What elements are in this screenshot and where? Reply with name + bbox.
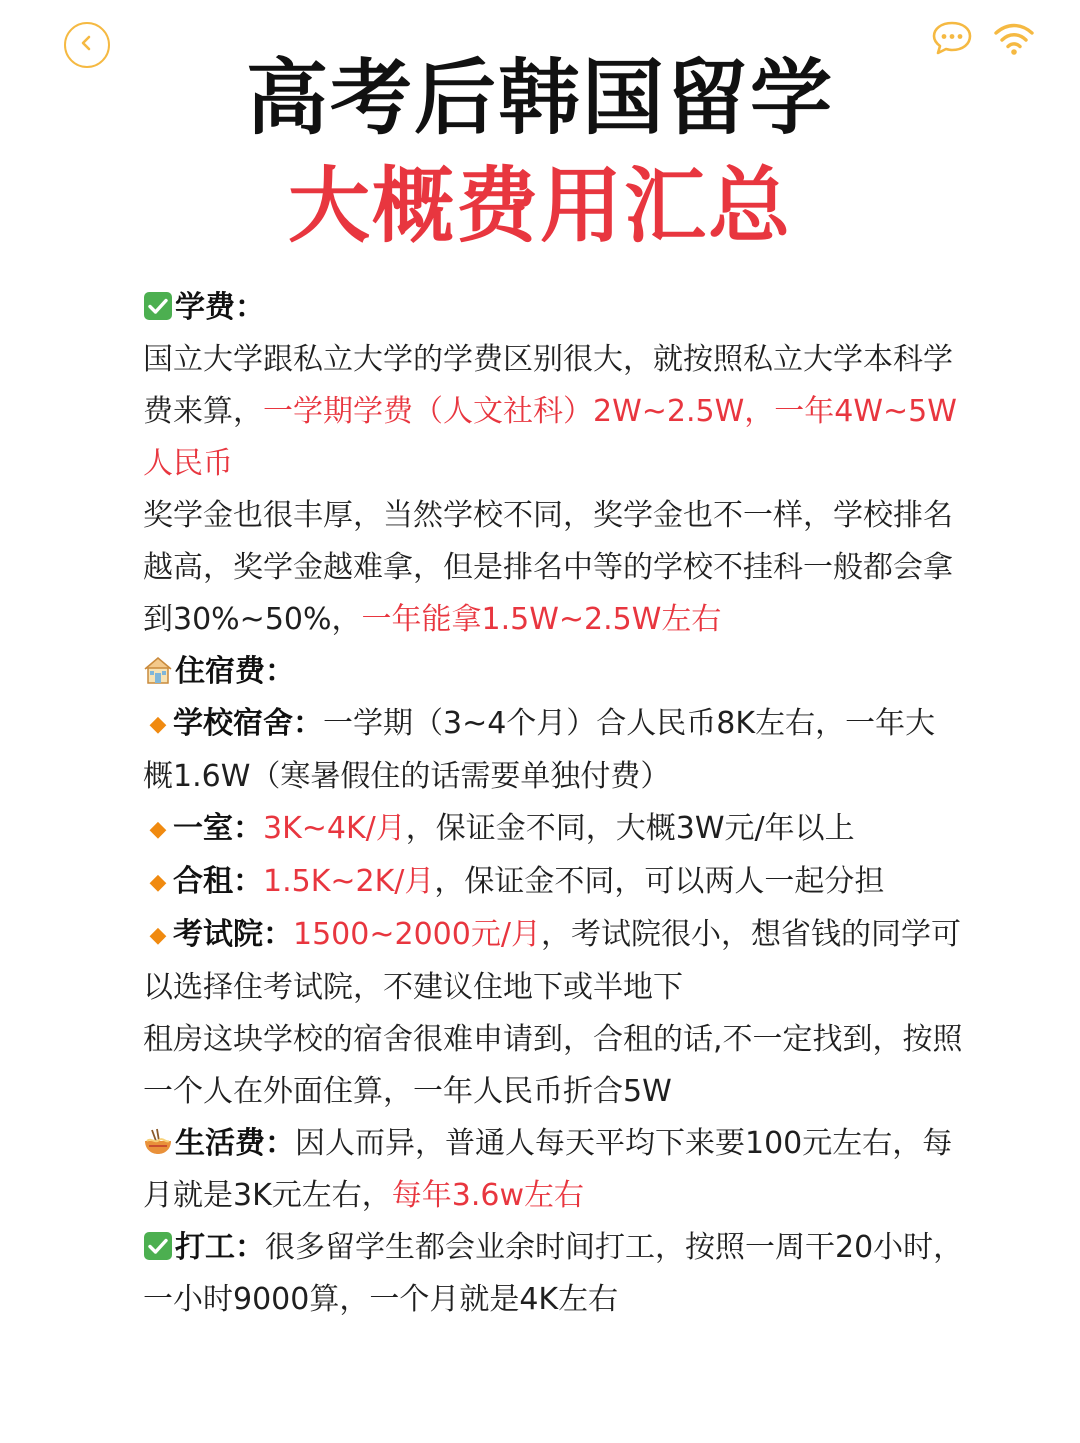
housing-heading [143,646,965,698]
housing-note: 租房这块学校的宿舍很难申请到，合租的话,不一定找到，按照一个人在外面住算，一年人民币折合5W [143,1022,963,1109]
page-title: 高考后韩国留学 [245,51,834,146]
tuition-paragraph-1 [143,334,965,490]
living-text: 因人而异，普通人每天平均下来要100元左右，每月就是3K元左右， [143,1126,953,1213]
housing-item-price: 1500~2000元/月 [293,917,541,952]
housing-item-label: 合租： [173,864,263,899]
chevron-left-icon [77,33,97,57]
tuition-p1-text: 国立大学跟私立大学的学费区别很大，就按照私立大学本科学费来算， [143,342,953,429]
chat-bubble-icon [931,20,973,60]
orange-diamond-icon: ◆ [149,923,167,948]
page-subtitle: 大概费用汇总 [287,159,792,254]
housing-heading-label: 住宿费： [175,654,295,689]
tuition-p1-highlight: 一学期学费（人文社科）2W~2.5W，一年4W~5W人民币 [143,394,957,481]
article-body [143,282,965,1326]
living-section [143,1118,965,1222]
housing-item [143,803,965,856]
top-right-icons [930,20,1036,60]
check-mark-button-icon [143,1226,173,1256]
housing-item [143,909,965,1014]
orange-diamond-icon: ◆ [149,712,167,737]
housing-item-label: 一室： [173,811,263,846]
housing-item-text: ，保证金不同，可以两人一起分担 [434,864,885,899]
housing-item-price: 3K~4K/月 [263,811,406,846]
housing-item-text: ，考试院很小，想省钱的同学可以选择住考试院，不建议住地下或半地下 [143,917,961,1005]
orange-diamond-icon: ◆ [149,817,167,842]
housing-item-price: 1.5K~2K/月 [263,864,435,899]
tuition-paragraph-2 [143,490,965,646]
housing-item-text: ，保证金不同，大概3W元/年以上 [405,811,855,846]
work-heading-label: 打工： [175,1230,265,1265]
work-text: 很多留学生都会业余时间打工，按照一周干20小时，一小时9000算，一个月就是4K左右 [143,1230,964,1317]
tuition-heading-label: 学费： [175,290,265,325]
wifi-icon [992,20,1036,60]
tuition-heading [143,282,965,334]
wifi-button[interactable] [992,20,1036,60]
check-mark-button-icon [143,286,173,316]
noodle-bowl-icon [143,1122,173,1152]
living-heading-label: 生活费： [175,1126,295,1161]
housing-item [143,856,965,909]
orange-diamond-icon: ◆ [149,870,167,895]
tuition-p2-highlight: 一年能拿1.5W~2.5W左右 [361,602,722,637]
chat-button[interactable] [930,20,974,60]
tuition-p2-text: 奖学金也很丰厚，当然学校不同，奖学金也不一样，学校排名越高，奖学金越难拿，但是排名中等的学校不挂科一般都会拿到30%~50%， [143,498,953,637]
house-icon [143,650,173,680]
housing-item-label: 考试院： [173,917,293,952]
work-section [143,1222,965,1326]
housing-item-label: 学校宿舍： [173,706,323,741]
living-highlight: 每年3.6w左右 [391,1178,585,1213]
housing-item-text: 一学期（3~4个月）合人民币8K左右，一年大概1.6W（寒暑假住的话需要单独付费） [143,706,936,794]
housing-item [143,698,965,803]
